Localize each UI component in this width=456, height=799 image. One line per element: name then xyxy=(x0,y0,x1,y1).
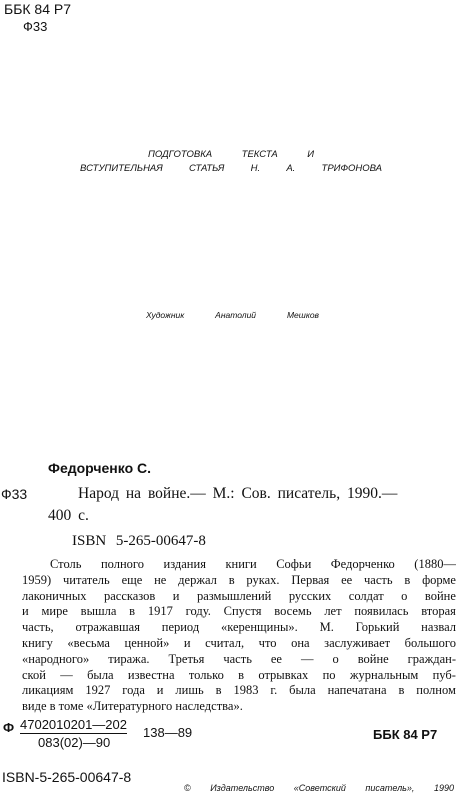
abstract-word: полном xyxy=(416,683,456,698)
abstract-word: лет xyxy=(324,604,342,619)
abstract-word: держал xyxy=(178,572,217,587)
abstract-word: пуб- xyxy=(432,667,456,682)
credits-word: ТЕКСТА xyxy=(241,149,278,160)
abstract-word: размышлений xyxy=(196,588,272,603)
book-isbn: ISBN 5-265-00647-8 xyxy=(72,533,206,549)
abstract-word: восемь xyxy=(274,604,312,619)
abstract-word: читатель xyxy=(62,572,110,587)
abstract-line xyxy=(22,620,456,636)
abstract-word: (1880— xyxy=(414,557,456,571)
abstract-word: по xyxy=(322,667,336,682)
abstract-word: известна xyxy=(127,667,175,682)
book-author: Федорченко С. xyxy=(48,460,152,476)
abstract-word: Первая xyxy=(291,572,330,587)
abstract-word: что xyxy=(258,635,277,650)
abstract-word: 1917 xyxy=(147,604,173,619)
book-title-line: Народ на войне.— М.: Сов. писатель, 1990.— xyxy=(78,485,398,502)
abstract-word: тиража. xyxy=(108,651,150,666)
abstract-word: Столь xyxy=(50,557,82,571)
abstract-word: отражавшая xyxy=(75,620,140,635)
abstract-word: г. xyxy=(270,683,278,698)
abstract-word: ликациям xyxy=(22,683,74,698)
abstract-word: «керенщины». xyxy=(220,620,298,635)
abstract-word: ее xyxy=(341,572,353,587)
abstract-word: о xyxy=(332,651,339,666)
abstract-word: граждан- xyxy=(407,651,456,666)
credits-line-1 xyxy=(148,149,314,160)
abstract-word: была xyxy=(289,683,316,698)
abstract-word: большого xyxy=(404,635,456,650)
credits-word: Н. xyxy=(250,163,261,174)
abstract-word: и xyxy=(156,683,164,698)
credits-word: А. xyxy=(286,163,296,174)
abstract-line xyxy=(22,668,456,684)
credits-word: СТАТЬЯ xyxy=(188,163,225,174)
abstract-word: 1927 xyxy=(85,683,111,698)
formula-bbk: ББК 84 Р7 xyxy=(373,727,438,742)
artist-word: Анатолий xyxy=(215,310,257,320)
abstract-word: в xyxy=(215,683,222,698)
artist-credit xyxy=(146,310,319,320)
formula-code-order: 138—89 xyxy=(143,725,193,740)
abstract-word: лаконичных xyxy=(22,588,87,603)
footer-isbn: ISBN-5-265-00647-8 xyxy=(2,769,132,785)
abstract-word: журнальным xyxy=(349,667,419,682)
book-mark: Ф33 xyxy=(1,486,28,502)
formula-phi: Ф xyxy=(3,720,15,735)
abstract-word: 1983 xyxy=(233,683,259,698)
abstract-word: Софьи xyxy=(276,557,312,571)
abstract-word: в xyxy=(404,572,411,587)
abstract-word: и xyxy=(183,635,191,650)
author-mark: Ф33 xyxy=(23,19,48,34)
copyright-year: 1990 xyxy=(433,783,454,793)
abstract-word: напечатана xyxy=(327,683,387,698)
abstract-word: вышла xyxy=(80,604,117,619)
credits-word: ПОДГОТОВКА xyxy=(148,149,213,160)
abstract-word: и xyxy=(22,604,29,619)
abstract-word: еще xyxy=(121,572,143,587)
artist-word: Художник xyxy=(146,310,185,320)
credits-word: И xyxy=(307,149,314,160)
catalog-formula xyxy=(0,710,456,756)
abstract-word: «весьма xyxy=(67,635,110,650)
abstract-word: отрывках xyxy=(258,667,309,682)
abstract-word: издания xyxy=(163,557,206,571)
abstract-word: полного xyxy=(100,557,145,571)
abstract-word: период xyxy=(161,620,200,635)
abstract-word: в xyxy=(238,667,245,682)
abstract-word: книгу xyxy=(22,635,53,650)
abstract-line xyxy=(22,589,456,605)
abstract-line xyxy=(22,636,456,652)
abstract-word: и xyxy=(172,588,180,603)
copyright-word: «Советский xyxy=(293,783,346,793)
formula-code-denominator: 083(02)—90 xyxy=(38,735,111,750)
abstract-word: считал, xyxy=(205,635,245,650)
abstract-word: ценной» xyxy=(124,635,170,650)
abstract-word: Горький xyxy=(355,620,400,635)
abstract-word: ской xyxy=(22,667,46,682)
abstract-word: ее xyxy=(270,651,282,666)
copyright-line xyxy=(184,783,454,793)
abstract-word: назвал xyxy=(421,620,456,635)
abstract-line xyxy=(22,652,456,668)
abstract-word: она xyxy=(291,635,310,650)
abstract-word: заслуживает xyxy=(324,635,391,650)
abstract xyxy=(22,557,456,715)
abstract-word: войне xyxy=(357,651,389,666)
abstract-word: появилась xyxy=(354,604,409,619)
abstract-word: в xyxy=(129,604,136,619)
abstract-word: Спустя xyxy=(223,604,262,619)
abstract-word: в xyxy=(228,572,235,587)
abstract-word: лишь xyxy=(175,683,204,698)
abstract-word: Федорченко xyxy=(330,557,395,571)
abstract-word: «народного» xyxy=(22,651,90,666)
abstract-word: — xyxy=(60,667,73,682)
copyright-sign: © xyxy=(184,783,191,793)
abstract-line xyxy=(22,683,456,699)
abstract-word: Третья xyxy=(168,651,205,666)
abstract-word: часть, xyxy=(22,620,54,635)
abstract-word: часть xyxy=(363,572,393,587)
abstract-line xyxy=(22,604,456,620)
formula-code-numerator: 4702010201—202 xyxy=(20,717,127,732)
abstract-word: была xyxy=(87,667,114,682)
abstract-word: руках. xyxy=(246,572,280,587)
credits-line-2 xyxy=(80,163,382,174)
abstract-word: — xyxy=(300,651,314,666)
copyright-word: Издательство xyxy=(210,783,275,793)
abstract-word: только xyxy=(188,667,224,682)
artist-word: Мешков xyxy=(286,310,319,320)
abstract-word: мире xyxy=(41,604,68,619)
abstract-word: книги xyxy=(225,557,257,571)
abstract-word: году. xyxy=(185,604,211,619)
abstract-word: о xyxy=(401,588,408,603)
abstract-line xyxy=(22,573,456,589)
book-pages: 400 с. xyxy=(48,507,89,524)
abstract-word: рассказов xyxy=(103,588,156,603)
abstract-word: М. xyxy=(319,620,334,635)
abstract-word: не xyxy=(154,572,167,587)
abstract-word: в xyxy=(398,683,405,698)
abstract-word: солдат xyxy=(348,588,384,603)
abstract-word: русских xyxy=(288,588,332,603)
abstract-line xyxy=(22,557,456,573)
abstract-word: часть xyxy=(223,651,252,666)
abstract-word: форме xyxy=(422,572,456,587)
copyright-word: писатель», xyxy=(365,783,415,793)
abstract-word: войне xyxy=(424,588,456,603)
abstract-word: года xyxy=(122,683,145,698)
abstract-word: 1959) xyxy=(22,572,52,587)
abstract-line: виде в томе «Литературного наследства». xyxy=(22,699,243,714)
credits-word: ТРИФОНОВА xyxy=(321,163,382,174)
bbk-index: ББК 84 Р7 xyxy=(4,1,72,17)
abstract-word: вторая xyxy=(421,604,456,619)
credits-word: ВСТУПИТЕЛЬНАЯ xyxy=(80,163,163,174)
